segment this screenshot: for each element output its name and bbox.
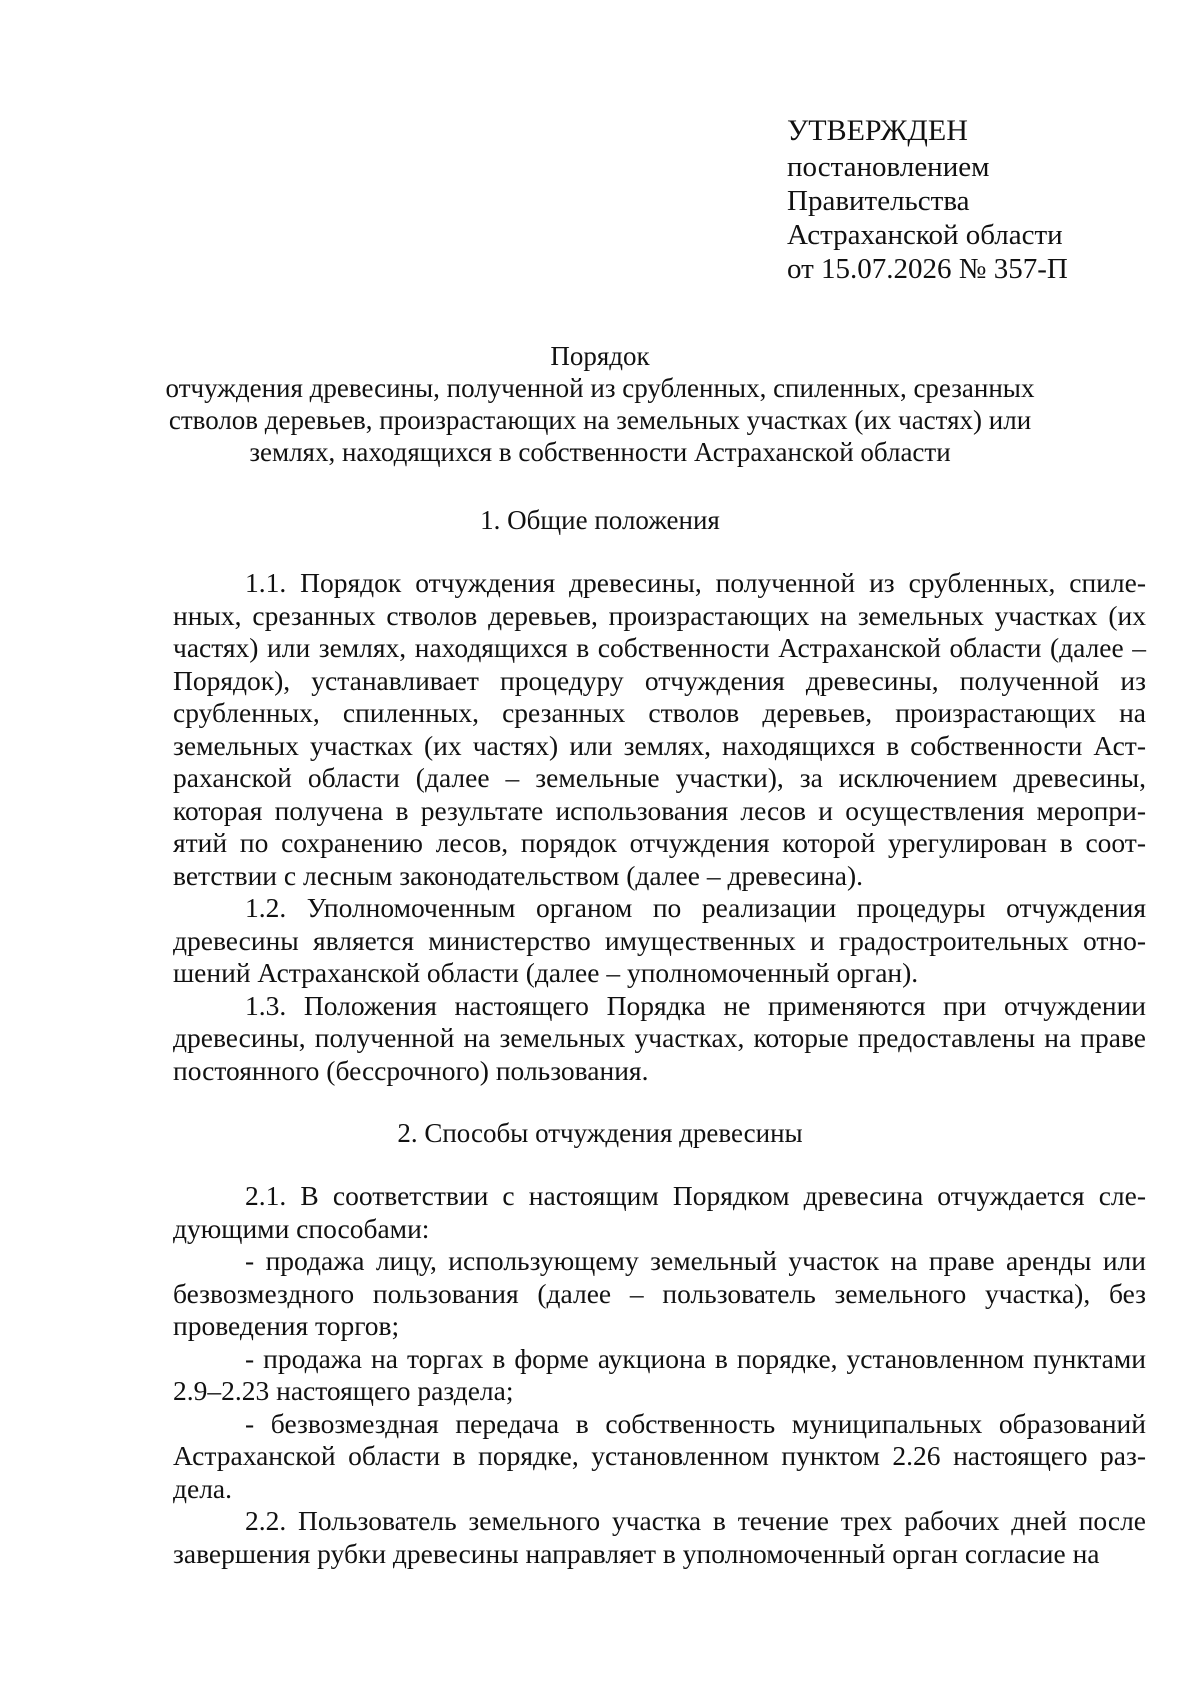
approval-number-prefix: № bbox=[958, 253, 987, 285]
approval-date-prefix: от bbox=[787, 253, 814, 285]
paragraph-1-3: 1.3. Положения настоящего Порядка не применяются при отчуждении древесины, полученной на земельных участках, которые предоставлены на праве постоянного (бессрочного) пользования. bbox=[173, 989, 1146, 1086]
document-title-line-3: стволов деревьев, произрастающих на земельных участках (их частях) или bbox=[168, 405, 1032, 435]
paragraph-2-1: 2.1. В соответствии с настоящим Порядком древесина отчуждается следующими способами: bbox=[173, 1180, 1146, 1244]
paragraph-1-2: 1.2. Уполномоченным органом по реализации процедуры отчуждения древесины является министерство имущественных и градостроительных отношений Астраханской области (далее – уполномоченный орган). bbox=[173, 892, 1146, 988]
paragraph-2-1-item-2: - продажа на торгах в форме аукциона в порядке, установленном пунктами 2.9–2.23 настоящего раздела; bbox=[173, 1342, 1146, 1406]
paragraph-1-1: 1.1. Порядок отчуждения древесины, полученной из срубленных, спиленных, срезанных стволов деревьев, произрастающих на земельных участках (их частях) или землях, находящихся в собственности Астраханской области (далее – Порядок), устанавливает процедуру отчуждения древесины, полученной из срубленных, спиленных, срезанных стволов деревьев, произрастающих на земельных участках (их частях) или землях, находящихся в собственности Астраханской области (далее – земельные участки), за исключением древесины, которая получена в результате использования лесов и осуществления мероприятий по сохранению лесов, порядок отчуждения которой урегулирован в соответствии с лесным законодательством (далее – древесина). bbox=[173, 567, 1146, 891]
paragraph-2-2: 2.2. Пользователь земельного участка в течение трех рабочих дней после завершения рубки древесины направляет в уполномоченный орган согласие на bbox=[173, 1505, 1146, 1569]
approval-stamp bbox=[787, 112, 1068, 286]
paragraph-2-1-item-1: - продажа лицу, использующему земельный участок на праве аренды или безвозмездного пользования (далее – пользователь земельного участка), без проведения торгов; bbox=[173, 1245, 1146, 1341]
approval-line-2: Правительства bbox=[787, 185, 970, 217]
paragraph-2-1-item-3: - безвозмездная передача в собственность муниципальных образований Астраханской области в порядке, установленном пунктом 2.26 настоящего раздела. bbox=[173, 1407, 1146, 1504]
document-title-line-1: Порядок bbox=[550, 341, 650, 371]
approval-title: УТВЕРЖДЕН bbox=[787, 114, 968, 147]
document-title-line-4: землях, находящихся в собственности Астраханской области bbox=[249, 437, 951, 467]
section-1-body bbox=[173, 567, 1146, 1087]
approval-line-1: постановлением bbox=[787, 151, 990, 183]
approval-date-row bbox=[787, 252, 1068, 286]
approval-line-3: Астраханской области bbox=[787, 219, 1063, 251]
section-1-heading: 1. Общие положения bbox=[480, 505, 720, 535]
section-2-body bbox=[173, 1180, 1146, 1570]
document-title-line-2: отчуждения древесины, полученной из срубленных, спиленных, срезанных bbox=[165, 373, 1035, 403]
document-title bbox=[150, 340, 1050, 468]
approval-number: 357-П bbox=[993, 253, 1068, 285]
section-2-heading: 2. Способы отчуждения древесины bbox=[397, 1118, 803, 1148]
approval-date: 15.07.2026 bbox=[821, 253, 952, 285]
